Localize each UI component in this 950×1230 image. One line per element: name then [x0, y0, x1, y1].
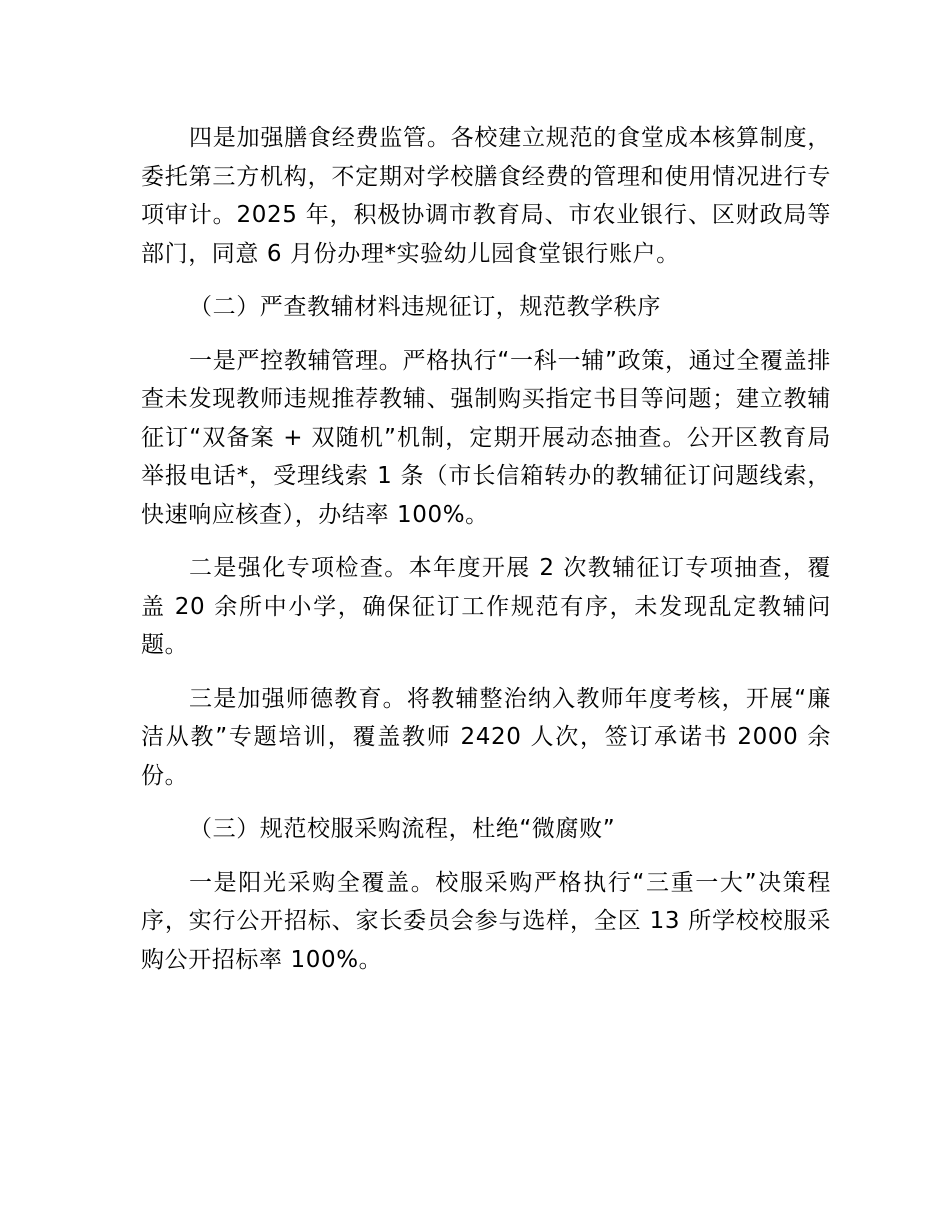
- paragraph-special-inspection: 二是强化专项检查。本年度开展 2 次教辅征订专项抽查，覆盖 20 余所中小学，确保征订工作规范有序，未发现乱定教辅问题。: [141, 555, 831, 658]
- paragraph-sunshine-procurement: 一是阳光采购全覆盖。校服采购严格执行“三重一大”决策程序，实行公开招标、家长委员会参与选样，全区 13 所学校校服采购公开招标率 100%。: [141, 869, 831, 973]
- paragraph-teacher-ethics: 三是加强师德教育。将教辅整治纳入教师年度考核，开展“廉洁从教”专题培训，覆盖教师 2420 人次，签订承诺书 2000 余份。: [141, 685, 831, 789]
- document-body: [141, 119, 831, 994]
- paragraph-canteen-funding: 四是加强膳食经费监管。各校建立规范的食堂成本核算制度，委托第三方机构，不定期对学校膳食经费的管理和使用情况进行专项审计。2025 年，积极协调市教育局、市农业银行、区财政局等部门，同意 6 月份办理*实验幼儿园食堂银行账户。: [141, 125, 831, 267]
- paragraph-materials-management: 一是严控教辅管理。严格执行“一科一辅”政策，通过全覆盖排查未发现教师违规推荐教辅、强制购买指定书目等问题；建立教辅征订“双备案 + 双随机”机制，定期开展动态抽查。公开区教育局举报电话*，受理线索 1 条（市长信箱转办的教辅征订问题线索，快速响应核查），办结率 100%。: [141, 347, 831, 528]
- section-heading-teaching-materials: （二）严查教辅材料违规征订，规范教学秩序: [189, 294, 661, 320]
- section-heading-uniform-procurement: （三）规范校服采购流程，杜绝“微腐败”: [189, 816, 616, 842]
